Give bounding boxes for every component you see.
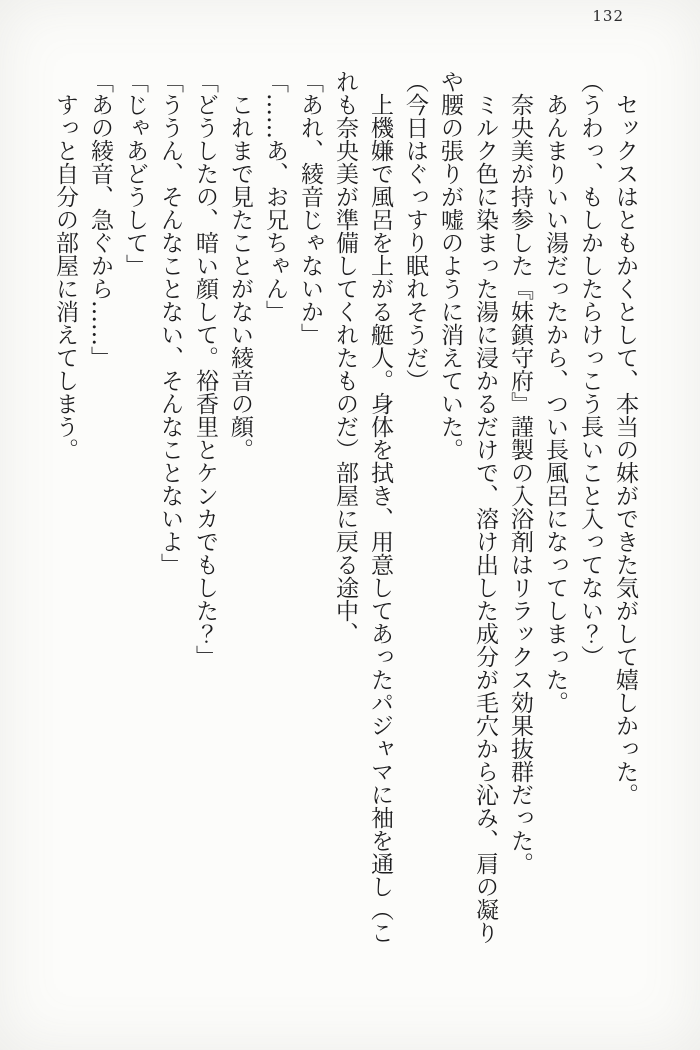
thought-line: （今日はぐっすり眠れそうだ） (402, 70, 428, 392)
dialogue-line: 「あれ、綾音じゃないか」 (297, 70, 323, 346)
dialogue-line: 「じゃあどうして」 (122, 70, 148, 277)
paragraph: セックスはともかくとして、本当の妹ができた気がして嬉しかった。 (612, 70, 638, 806)
page-text (42, 70, 642, 952)
paragraph: すっと自分の部屋に消えてしまう。 (52, 70, 78, 461)
paragraph: これまで見たことがない綾音の顔。 (227, 70, 253, 461)
dialogue-line: 「どうしたの、暗い顔して。裕香里とケンカでもした？」 (192, 70, 218, 668)
paragraph: 奈央美が持参した『妹鎮守府』謹製の入浴剤はリラックス効果抜群だった。 (507, 70, 533, 875)
dialogue-line: 「……あ、お兄ちゃん」 (262, 70, 288, 323)
paragraph: ミルク色に染まった湯に浸かるだけで、溶け出した成分が毛穴から沁み、肩の凝りや腰の張りが嘘のように消えていた。 (437, 70, 498, 944)
paragraph: 上機嫌で風呂を上がる艇人。身体を拭き、用意してあったパジャマに袖を通し（これも奈央美が準備してくれたものだ）部屋に戻る途中、 (332, 70, 393, 944)
thought-line: （うわっ、もしかしたらけっこう長いこと入ってない？） (577, 70, 603, 668)
paragraph: あんまりいい湯だったから、つい長風呂になってしまった。 (542, 70, 568, 714)
dialogue-line: 「ううん、そんなことない、そんなことないよ」 (157, 70, 183, 576)
dialogue-line: 「あの綾音、急ぐから……」 (87, 70, 113, 369)
page-number: 132 (592, 7, 624, 25)
